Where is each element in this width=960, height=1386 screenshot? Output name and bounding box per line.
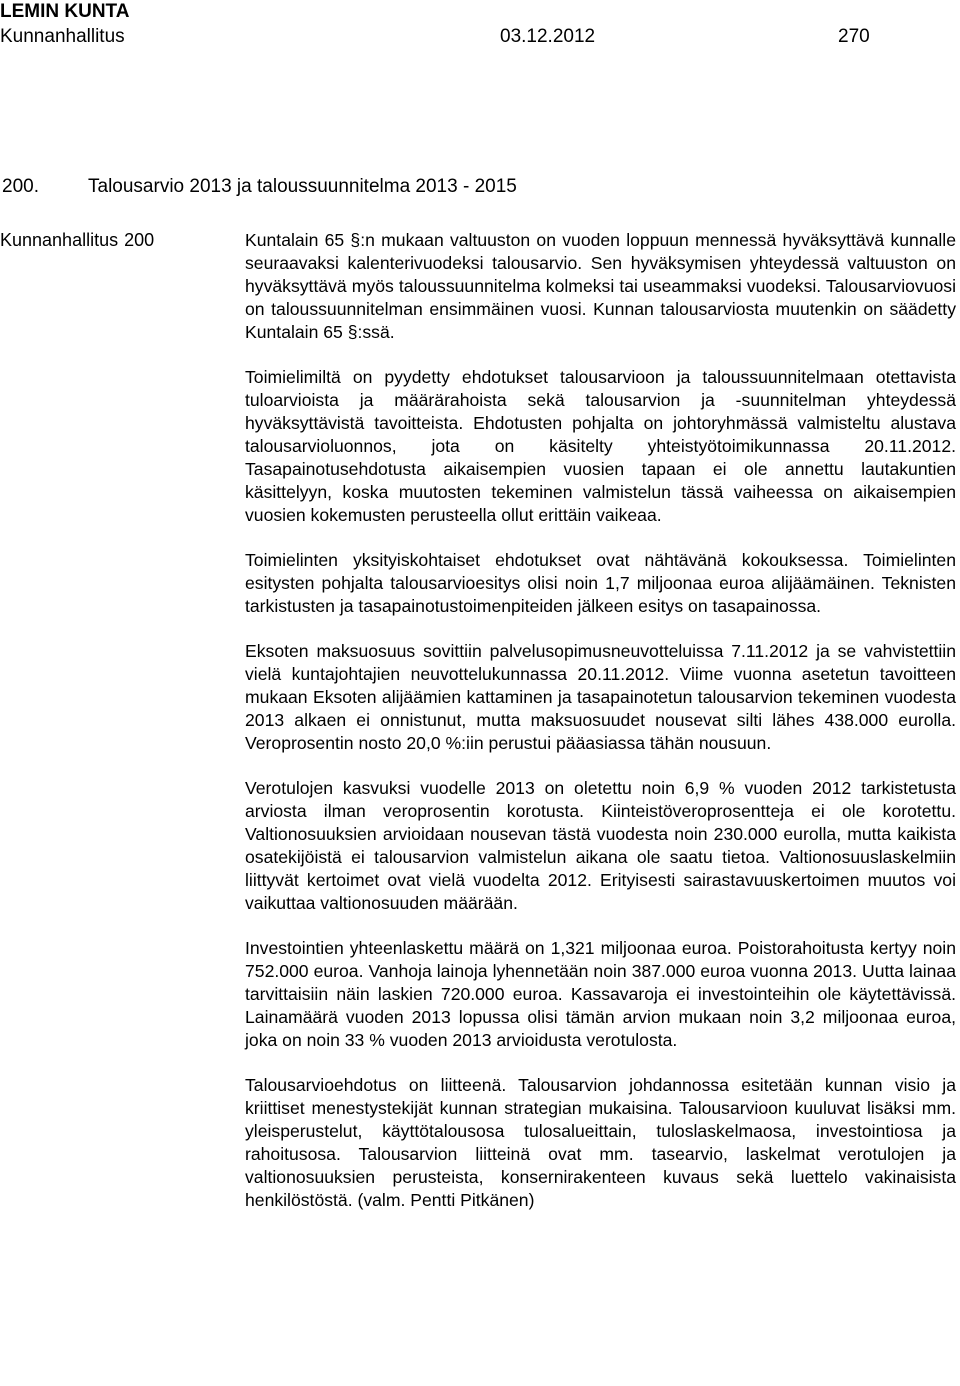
section-reference [0, 227, 160, 253]
section-heading [0, 175, 960, 199]
header-date: 03.12.2012 [500, 26, 596, 47]
section-title: Talousarvio 2013 ja taloussuunnitelma 2013 - 2015 [88, 176, 517, 197]
reference-body: Kunnanhallitus [0, 230, 119, 250]
paragraph: Toimielimiltä on pyydetty ehdotukset talousarvioon ja taloussuunnitelmaan otettavista tuloarvioista ja määrärahoista sekä talousarvion ja -suunnitelman yhteydessä hyväksyttävistä tavoitteista. Ehdotusten pohjalta on johtoryhmässä valmisteltu alustava talousarvioluonnos, jota on käsitelty yhteistyötoimikunnassa 20.11.2012. Tasapainotusehdotusta aikaisempien vuosien tapaan ei ole annettu lautakuntien käsittelyyn, koska muutosten tekeminen valmistelun tässä vaiheessa on aikaisempien vuosien kokemusten perusteella ollut erittäin vaikeaa. [245, 367, 956, 525]
paragraph: Verotulojen kasvuksi vuodelle 2013 on oletettu noin 6,9 % vuoden 2012 tarkistetusta arviosta ilman veroprosentin korotusta. Kiinteistöveroprosentteja ei ole korotettu. Valtionosuuksien arvioidaan nousevan tästä vuodesta noin 230.000 eurolla, mutta kaikista osatekijöistä ei talousarvion valmistelun aikana ole saatu tietoa. Valtionosuuslaskelmiin liittyvät kertoimet ovat vielä vuodelta 2012. Erityisesti sairastavuuskertoimen muutos voi vaikuttaa valtionosuuden määrään. [245, 778, 956, 913]
paragraph: Talousarvioehdotus on liitteenä. Talousarvion johdannossa esitetään kunnan visio ja kriittiset menestystekijät kunnan strategian mukaisina. Talousarvioon kuuluvat lisäksi mm. yleisperustelut, käyttötalousosa tulosalueittain, tuloslaskelmaosa, investointiosa ja rahoitusosa. Talousarvion liitteinä ovat mm. tasearvio, laskelmat verotulojen ja valtionosuuksien perusteista, konsernirakenteen kuvaus sekä luettelo vakinaisista henkilöstöstä. (valm. Pentti Pitkänen) [245, 1075, 956, 1210]
section-number: 200. [2, 176, 39, 197]
paragraph: Eksoten maksuosuus sovittiin palvelusopimusneuvotteluissa 7.11.2012 ja se vahvistettiin vielä kuntajohtajien neuvottelukunnassa 20.11.2012. Viime vuonna asetetun tavoitteen mukaan Eksoten alijäämien kattaminen ja tasapainotetun talousarvion tekeminen vuodesta 2013 alkaen ei onnistunut, mutta maksuosuudet nousevat silti lähes 438.000 eurolla. Veroprosentin nosto 20,0 %:iin perustui pääasiassa tähän nousuun. [245, 641, 956, 753]
paragraph: Kuntalain 65 §:n mukaan valtuuston on vuoden loppuun mennessä hyväksyttävä kunnalle seuraavaksi kalenterivuodeksi talousarvio. Sen hyväksymisen yhteydessä valtuuston on hyväksyttävä myös taloussuunnitelma kolmeksi tai useammaksi vuodeksi. Talousarviovuosi on taloussuunnitelman ensimmäinen vuosi. Kunnan talousarviosta muutenkin on säädetty Kuntalain 65 §:ssä. [245, 230, 956, 342]
reference-number: 200 [124, 230, 155, 250]
organization-name: LEMIN KUNTA [0, 1, 130, 22]
header-page-number: 270 [838, 26, 870, 47]
header-body: Kunnanhallitus [0, 26, 125, 47]
document-body [245, 229, 956, 1234]
paragraph: Investointien yhteenlaskettu määrä on 1,321 miljoonaa euroa. Poistorahoitusta kertyy noin 752.000 euroa. Vanhoja lainoja lyhennetään noin 387.000 euroa vuonna 2013. Uutta lainaa tarvittaisiin näin laskien 720.000 euroa. Kassavaroja ei investointeihin ole käytettävissä. Lainamäärä vuoden 2013 lopussa olisi tämän arvion mukaan noin 3,2 miljoonaa euroa, joka on noin 33 % vuoden 2013 arvioidusta verotulosta. [245, 938, 956, 1050]
page-header [0, 25, 960, 49]
paragraph: Toimielinten yksityiskohtaiset ehdotukset ovat nähtävänä kokouksessa. Toimielinten esitysten pohjalta talousarvioesitys olisi noin 1,7 miljoonaa euroa alijäämäinen. Teknisten tarkistusten ja tasapainotustoimenpiteiden jälkeen esitys on tasapainossa. [245, 550, 956, 616]
